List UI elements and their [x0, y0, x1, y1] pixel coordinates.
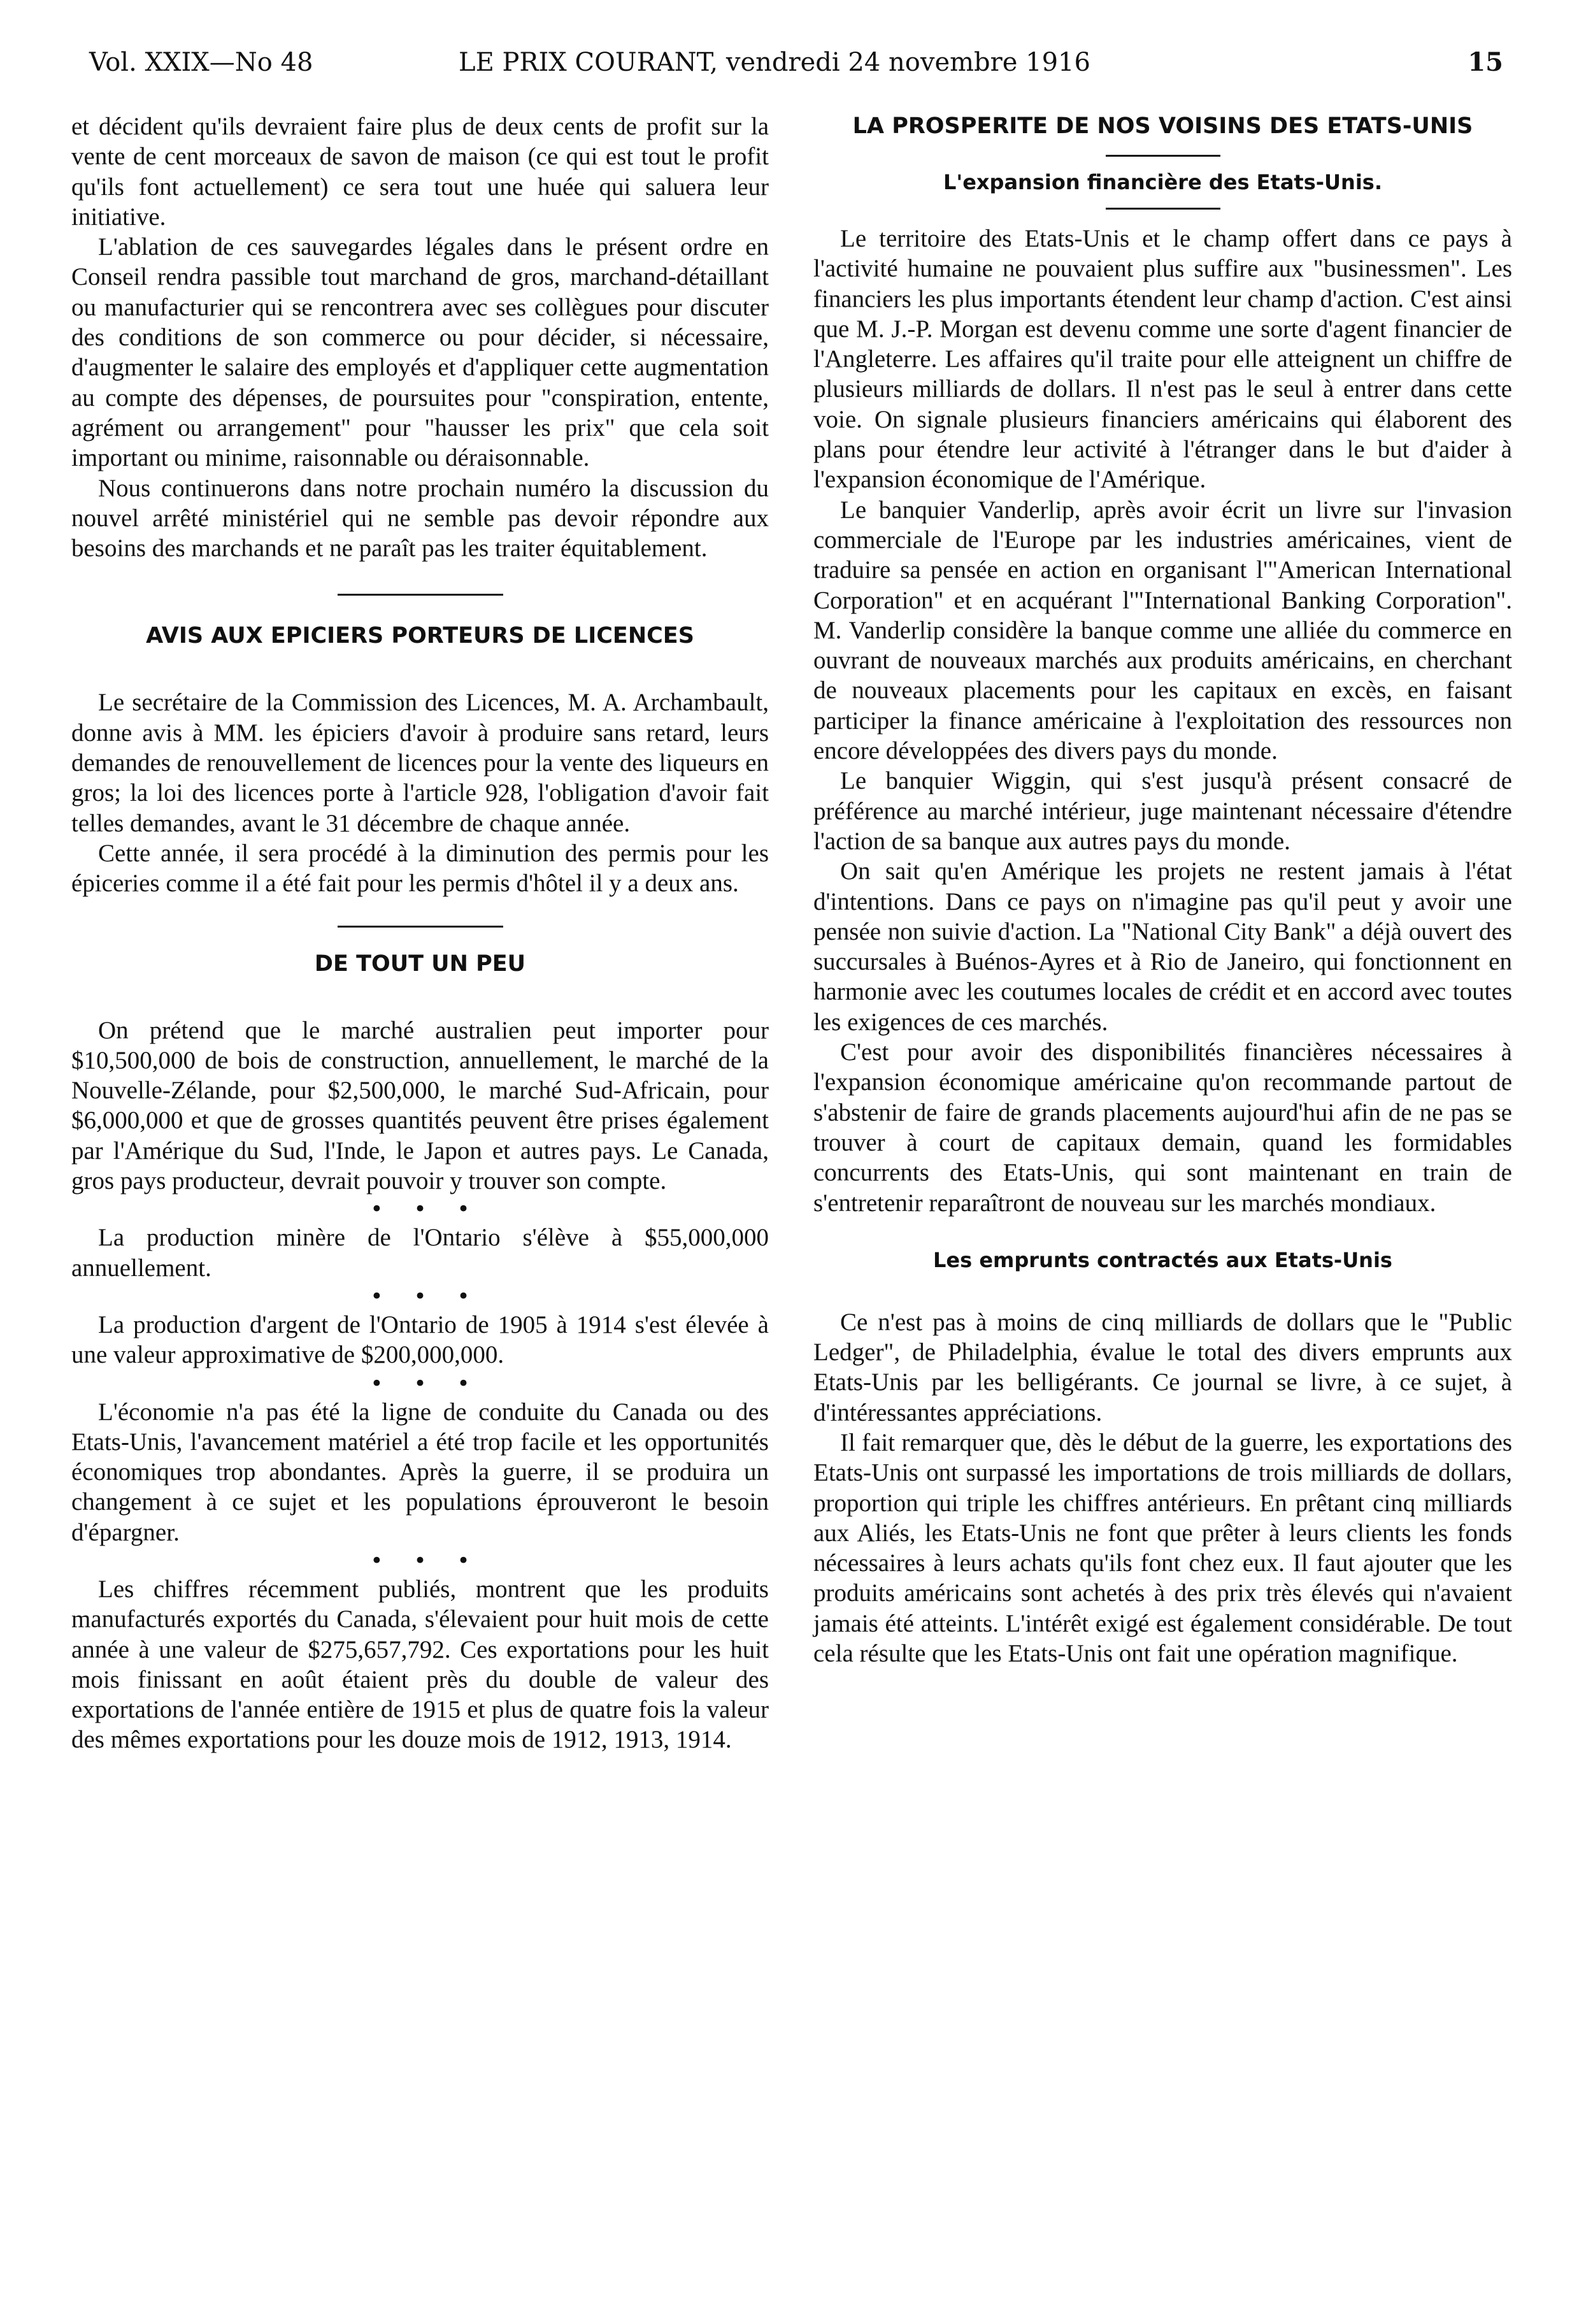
publication-title: LE PRIX COURANT, vendredi 24 novembre 1916	[459, 48, 1090, 77]
section-divider	[1106, 208, 1220, 210]
paragraph-ablation: L'ablation de ces sauvegardes légales dans le présent ordre en Conseil rendra passible tout marchand de gros, marchand-détaillant ou manufacturier qui se rencontrera avec ses collègues pour discuter des conditions de son commerce ou pour décider, si nécessaire, d'augmenter le salaire des employés et d'appliquer cette augmentation au compte des dépenses, de poursuites pour "conspiration, entente, agrément ou arrangement" pour "hausser les prix" que cela soit important ou minime, raisonnable ou déraisonnable.	[71, 233, 769, 472]
subheading-emprunts: Les emprunts contractés aux Etats-Unis	[933, 1247, 1392, 1272]
separator-dots: •••	[370, 1283, 501, 1309]
paragraph-argent: La production d'argent de l'Ontario de 1905 à 1914 s'est élevée à une valeur approximative de $200,000,000.	[71, 1310, 769, 1369]
right-column	[813, 111, 1512, 1668]
paragraph-vanderlip: Le banquier Vanderlip, après avoir écrit un livre sur l'invasion commerciale de l'Europe par les industries américaines, vient de traduire sa pensée en action en organisant l'"American International Corporation" et en acquérant l'"International Banking Corporation". M. Vanderlip considère la banque comme une alliée du commerce en ouvrant de nouveaux marchés aux produits américains, en cherchant de nouveaux placements pour les capitaux en excès, en faisant participer la finance américaine à l'exploitation des ressources non encore développées des divers pays du monde.	[813, 496, 1512, 765]
paragraph-wiggin: Le banquier Wiggin, qui s'est jusqu'à présent consacré de préférence au marché intérieur, juge maintenant nécessaire d'étendre l'action de sa banque aux autres pays du monde.	[813, 767, 1512, 855]
paragraph-chiffres: Les chiffres récemment publiés, montrent que les produits manufacturés exportés du Canada, s'élevaient pour huit mois de cette année à une valeur de $275,657,792. Ces exportations pour les huit mois finissant en août étaient près du double de valeur des exportations de l'année entière de 1915 et plus de quatre fois la valeur des mêmes exportations pour les douze mois de 1912, 1913, 1914.	[71, 1575, 769, 1754]
separator-dots: •••	[370, 1370, 501, 1396]
paragraph-disponibilites: C'est pour avoir des disponibilités financières nécessaires à l'expansion économique américaine qu'on recommande partout de s'abstenir de faire de grands placements aujourd'hui afin de ne pas se trouver à court de capitaux demain, quand les formidables concurrents des Etats-Unis, qui sont maintenant en train de s'entretenir reparaîtront de nouveau sur les marchés mondiaux.	[813, 1038, 1512, 1217]
page-header	[89, 43, 1503, 82]
left-column	[71, 111, 769, 1755]
paragraph-continue: Nous continuerons dans notre prochain numéro la discussion du nouvel arrêté ministériel qui ne semble pas devoir répondre aux besoins des marchands et ne paraît pas les traiter équitablement.	[71, 474, 769, 563]
paragraph-cinq-milliards: Ce n'est pas à moins de cinq milliards de dollars que le "Public Ledger", de Philadelphia, évalue le total des divers emprunts aux Etats-Unis par les belligérants. Ce journal se livre, à ce sujet, à d'intéressantes appréciations.	[813, 1308, 1512, 1426]
subheading-expansion: L'expansion financière des Etats-Unis.	[943, 170, 1382, 194]
heading-prosperite: LA PROSPERITE DE NOS VOISINS DES ETATS-UNIS	[852, 113, 1473, 139]
page-number: 15	[1468, 47, 1503, 77]
paragraph-economie: L'économie n'a pas été la ligne de conduite du Canada ou des Etats-Unis, l'avancement matériel a été trop facile et les opportunités économiques trop abondantes. Après la guerre, il se produira un changement à ce sujet et les populations éprouveront le besoin d'épargner.	[71, 1398, 769, 1546]
section-divider	[338, 926, 503, 928]
paragraph-annee: Cette année, il sera procédé à la diminution des permis pour les épiceries comme il a été fait pour les permis d'hôtel il y a deux ans.	[71, 839, 769, 898]
separator-dots: •••	[370, 1196, 501, 1223]
separator-dots: •••	[370, 1547, 501, 1574]
heading-avis-epiciers: AVIS AUX EPICIERS PORTEURS DE LICENCES	[146, 623, 694, 649]
heading-de-tout-un-peu: DE TOUT UN PEU	[314, 950, 526, 977]
paragraph-projets: On sait qu'en Amérique les projets ne restent jamais à l'état d'intentions. Dans ce pays on n'imagine pas qu'il peut y avoir une pensée non suivie d'action. La "National City Bank" a déjà ouvert des succursales à Buénos-Ayres et à Rio de Janeiro, qui fonctionnent en harmonie avec les coutumes locales de crédit et en accord avec toutes les exigences de ces marchés.	[813, 857, 1512, 1036]
paragraph-intro: et décident qu'ils devraient faire plus de deux cents de profit sur la vente de cent morceaux de savon de maison (ce qui est tout le profit qu'ils font actuellement) ce sera tout une huée qui saluera leur initiative.	[71, 113, 769, 231]
paragraph-remarquer: Il fait remarquer que, dès le début de la guerre, les exportations des Etats-Unis ont surpassé les importations de trois milliards de dollars, proportion qui triple les chiffres antérieurs. En prêtant cinq milliards aux Aliés, les Etats-Unis ne font que prêter à leurs clients les fonds nécessaires à leurs achats qu'ils font chez eux. Il faut ajouter que les produits américains sont achetés à des prix très élevés qui n'avaient jamais été atteints. L'intérêt exigé est également considérable. De tout cela résulte que les Etats-Unis ont fait une opération magnifique.	[813, 1428, 1512, 1668]
volume-label: Vol. XXIX—No 48	[89, 48, 313, 77]
paragraph-miniere: La production minère de l'Ontario s'élève à $55,000,000 annuellement.	[71, 1224, 769, 1282]
paragraph-australien: On prétend que le marché australien peut importer pour $10,500,000 de bois de construction, annuellement, le marché de la Nouvelle-Zélande, pour $2,500,000, le marché Sud-Africain, pour $6,000,000 et que de grosses quantités peuvent être prises également par l'Amérique du Sud, l'Inde, le Japon et autres pays. Le Canada, gros pays producteur, devrait pouvoir y trouver son compte.	[71, 1016, 769, 1195]
section-divider	[338, 594, 503, 596]
paragraph-territoire: Le territoire des Etats-Unis et le champ offert dans ce pays à l'activité humaine ne pouvaient plus suffire aux "businessmen". Les financiers les plus importants étendent leur champ d'action. C'est ainsi que M. J.-P. Morgan est devenu comme une sorte d'agent financier de l'Angleterre. Les affaires qu'il traite pour elle atteignent un chiffre de plusieurs milliards de dollars. Il n'est pas le seul à entrer dans cette voie. On signale plusieurs financiers américains qui élaborent des plans pour étendre leur activité à l'étranger dans le but d'aider à l'expansion économique de l'Amérique.	[813, 225, 1512, 494]
section-divider	[1106, 155, 1220, 157]
paragraph-secretaire: Le secrétaire de la Commission des Licences, M. A. Archambault, donne avis à MM. les épiciers d'avoir à produire sans retard, leurs demandes de renouvellement de licences pour la vente des liqueurs en gros; la loi des licences porte à l'article 928, l'obligation d'avoir fait telles demandes, avant le 31 décembre de chaque année.	[71, 689, 769, 837]
